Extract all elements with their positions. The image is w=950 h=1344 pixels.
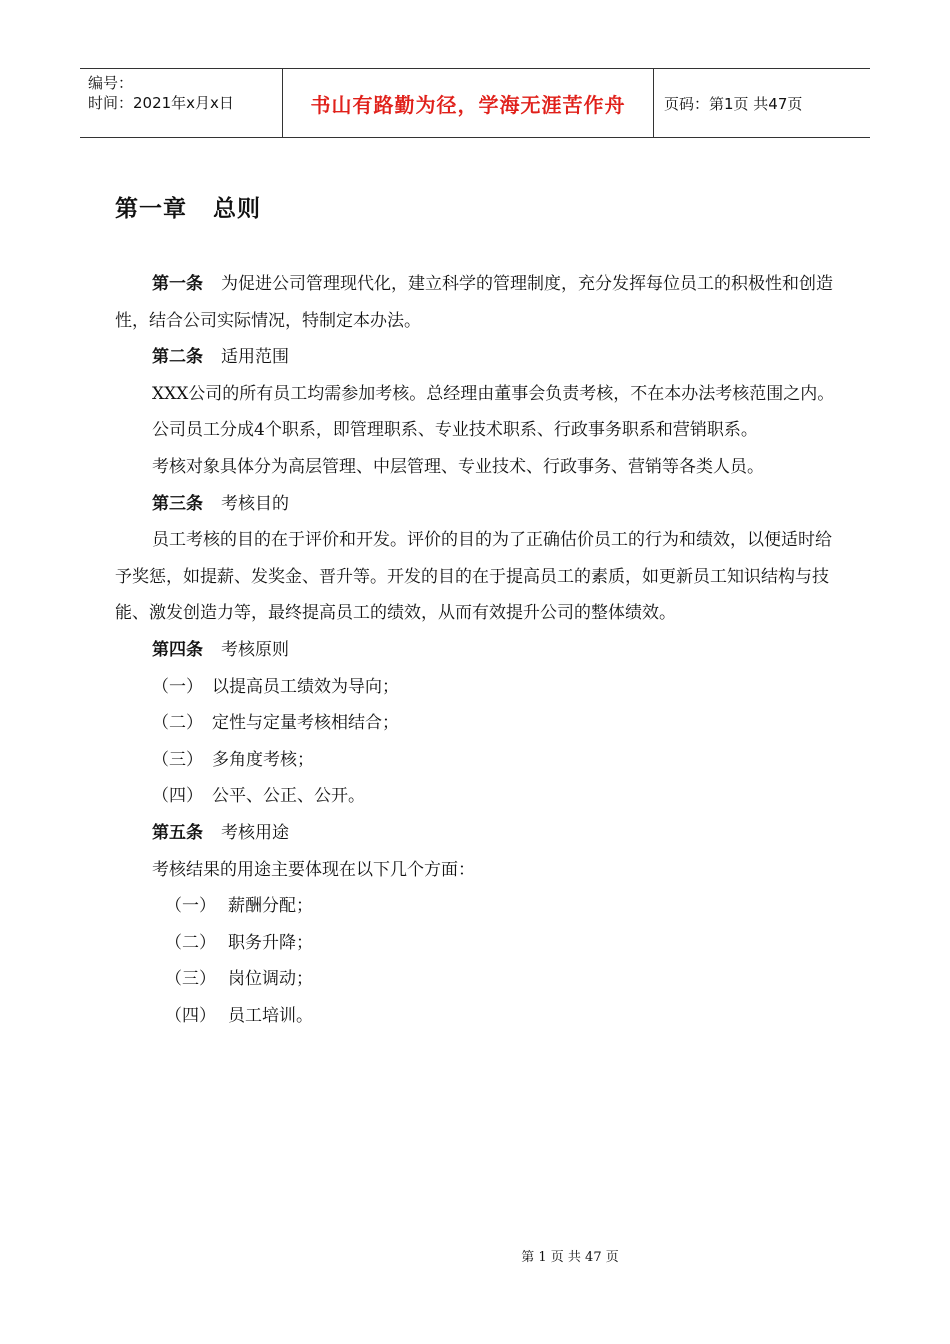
motto-text: 书山有路勤为径，学海无涯苦作舟 [310,92,626,117]
list-item-text: 职务升降； [228,932,313,953]
article-4-heading: 考核原则 [221,639,289,660]
article-5-title: 第五条 [152,822,203,843]
article-3-title: 第三条 [152,493,203,514]
header-table [80,68,870,138]
list-item-number: （二） [165,932,216,953]
article-3-heading: 考核目的 [221,493,289,514]
list-item [115,742,840,779]
article-3-header [115,486,840,523]
article-2-title: 第二条 [152,347,203,368]
list-item [115,888,840,925]
list-item-number: （四） [165,1005,216,1026]
list-item [115,669,840,706]
header-motto-cell [282,69,654,137]
number-label: 编号： [88,74,134,92]
list-item [115,961,840,998]
list-item-text: 以提高员工绩效为导向； [212,676,399,697]
article-5-heading: 考核用途 [221,822,289,843]
chapter-name: 总则 [213,196,261,222]
list-item-number: （三） [152,749,203,770]
article-5-paragraph: 考核结果的用途主要体现在以下几个方面： [152,859,475,880]
article-4-header [115,632,840,669]
footer-page-number: 第 1 页 共 47 页 [521,1250,619,1265]
page-label: 页码：第1页 共47页 [664,94,803,113]
list-item-text: 多角度考核； [212,749,314,770]
list-item-number: （二） [152,713,203,734]
article-2-paragraph: XXX公司的所有员工均需参加考核。总经理由董事会负责考核，不在本办法考核范围之内。 [152,383,835,404]
article-2-paragraph: 考核对象具体分为高层管理、中层管理、专业技术、行政事务、营销等各类人员。 [152,456,764,477]
document-body [115,266,840,1034]
list-item-text: 定性与定量考核相结合； [212,713,399,734]
article-2-paragraph: 公司员工分成4个职系，即管理职系、专业技术职系、行政事务职系和营销职系。 [152,420,758,441]
chapter-title [115,190,261,223]
list-item-text: 公平、公正、公开。 [212,786,365,807]
list-item-number: （三） [165,969,216,990]
header-info-cell [80,69,282,137]
list-item [115,998,840,1035]
article-2-heading: 适用范围 [221,347,289,368]
article-2-header [115,339,840,376]
article-5-header [115,815,840,852]
list-item [115,705,840,742]
chapter-label: 第一章 [115,196,187,222]
article-1-title: 第一条 [152,274,203,294]
article-1-text: 为促进公司管理现代化，建立科学的管理制度，充分发挥每位员工的积极性和创造性，结合公司实际情况，特制定本办法。 [115,274,833,331]
header-page-cell [654,69,870,137]
list-item-text: 岗位调动； [228,969,313,990]
list-item [115,778,840,815]
list-item-number: （一） [165,896,216,917]
page-footer [0,1246,950,1265]
article-4-title: 第四条 [152,639,203,660]
article-3-paragraph: 员工考核的目的在于评价和开发。评价的目的为了正确估价员工的行为和绩效，以便适时给予奖惩，如提薪、发奖金、晋升等。开发的目的在于提高员工的素质，如更新员工知识结构与技能、激发创造力等，最终提高员工的绩效，从而有效提升公司的整体绩效。 [115,530,832,624]
list-item-number: （四） [152,786,203,807]
list-item-number: （一） [152,676,203,697]
list-item-text: 薪酬分配； [228,896,313,917]
article-1 [115,266,840,339]
date-label: 时间：2021年x月x日 [88,94,234,112]
list-item [115,925,840,962]
list-item-text: 员工培训。 [228,1005,313,1026]
